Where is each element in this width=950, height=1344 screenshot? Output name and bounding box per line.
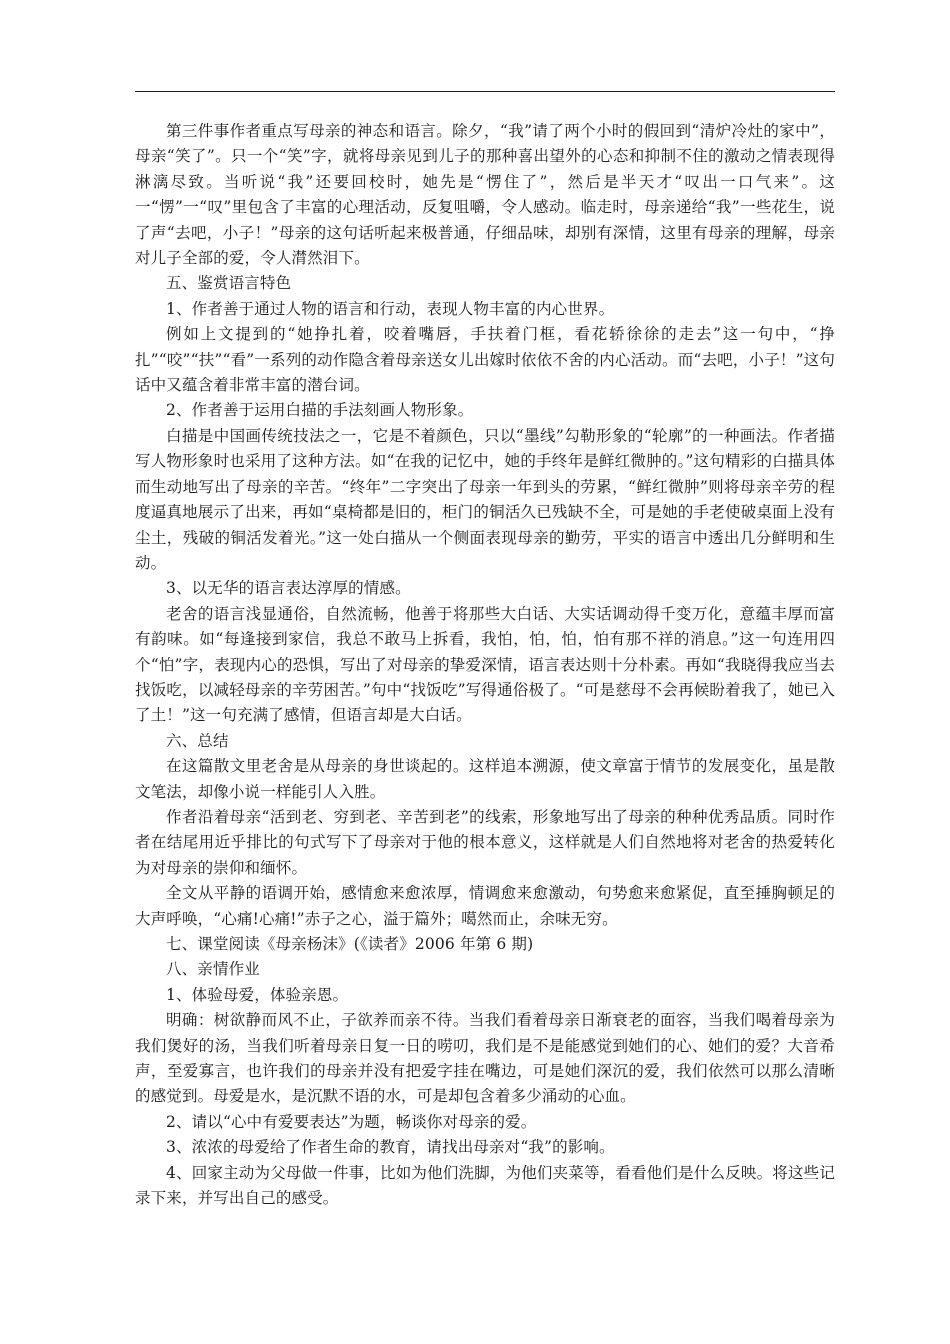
point-3-heading: 3、以无华的语言表达淳厚的情感。 — [166, 579, 411, 598]
homework-item-1: 1、体验母爱，体验亲恩。 — [166, 985, 349, 1004]
paragraph-summary-3: 全文从平静的语调开始，感情愈来愈浓厚，情调愈来愈激动，句势愈来愈紧促，直至捶胸顿足的大声呼唤，“心痛!心痛!”赤子之心，溢于篇外；噶然而止，余味无穷。 — [135, 884, 835, 928]
homework-item-4: 4、回家主动为父母做一件事，比如为他们洗脚，为他们夹菜等，看看他们是什么反映。将这些记录下来，并写出自己的感受。 — [135, 1163, 835, 1208]
point-2-heading: 2、作者善于运用白描的手法刻画人物形象。 — [166, 401, 474, 420]
paragraph-clarification: 明确：树欲静而风不止，子欲养而亲不待。当我们看着母亲日渐衰老的面容，当我们喝着母亲为我们煲好的汤，当我们听着母亲日复一日的唠叨，我们是不是能感觉到她们的心、她们的爱？大音希声，至爱寡言，也许我们的母亲并没有把爱字挂在嘴边，可是她们深沉的爱，我们依然可以那么清晰的感觉到。母爱是水，是沉默不语的水，可是却包含着多少涌动的心血。 — [135, 1011, 835, 1106]
section-heading-homework: 八、亲情作业 — [166, 960, 260, 979]
paragraph-summary-2: 作者沿着母亲“活到老、穷到老、辛苦到老”的线索，形象地写出了母亲的种种优秀品质。同时作者在结尾用近乎排比的句式写下了母亲对于他的根本意义，这样就是人们自然地将对老舍的热爱转化为对母亲的崇仰和缅怀。 — [135, 807, 835, 877]
section-heading-language-features: 五、鉴赏语言特色 — [166, 274, 292, 293]
paragraph-plain-language: 老舍的语言浅显通俗，自然流畅，他善于将那些大白话、大实话调动得千变万化，意蕴丰厚而富有韵味。如“每逢接到家信，我总不敢马上拆看，我怕，怕，怕，怕有那不祥的消息。”这一句连用四个“怕”字，表现内心的恐惧，写出了对母亲的挚爱深情，语言表达则十分朴素。再如“我晓得我应当去找饭吃，以减轻母亲的辛劳困苦。”句中“找饭吃”写得通俗极了。“可是慈母不会再候盼着我了，她已入了土！”这一句充满了感情，但语言却是大白话。 — [135, 604, 835, 725]
section-heading-class-reading: 七、课堂阅读《母亲杨沫》(《读者》2006 年第 6 期) — [166, 935, 534, 953]
document-body — [135, 119, 835, 1211]
paragraph-baimiao: 白描是中国画传统技法之一，它是不着颜色，只以“墨线”勾勒形象的“轮廓”的一种画法。作者描写人物形象时也采用了这种方法。如“在我的记忆中，她的手终年是鲜红微肿的。”这句精彩的白描具体而生动地写出了母亲的辛苦。“终年”二字突出了母亲一年到头的劳累，“鲜红微肿”则将母亲辛劳的程度逼真地展示了出来，再如“桌椅都是旧的，柜门的铜活久已残缺不全，可是她的手老使破桌面上没有尘土，残破的铜活发着光。”这一处白描从一个侧面表现母亲的勤劳，平实的语言中透出几分鲜明和生动。 — [135, 426, 835, 572]
section-heading-summary: 六、总结 — [166, 731, 229, 750]
paragraph-third-event: 第三件事作者重点写母亲的神态和语言。除夕，“我”请了两个小时的假回到“清炉冷灶的家中”，母亲“笑了”。只一个“笑”字，就将母亲见到儿子的那种喜出望外的心态和抑制不住的激动之情表现得淋漓尽致。当听说“我”还要回校时，她先是“愣住了”，然后是半天才“叹出一口气来”。这一“愣”一“叹”里包含了丰富的心理活动，反复咀嚼，令人感动。临走时，母亲递给“我”一些花生，说了声“去吧，小子！”母亲的这句话听起来极普通，仔细品味，却别有深情，这里有母亲的理解，母亲对儿子全部的爱，令人潸然泪下。 — [135, 122, 835, 268]
homework-item-2: 2、请以“心中有爱要表达”为题，畅谈你对母亲的爱。 — [166, 1112, 537, 1131]
point-1-heading: 1、作者善于通过人物的语言和行动，表现人物丰富的内心世界。 — [166, 299, 615, 318]
homework-item-3: 3、浓浓的母爱给了作者生命的教育，请找出母亲对“我”的影响。 — [166, 1138, 615, 1157]
paragraph-summary-1: 在这篇散文里老舍是从母亲的身世谈起的。这样追本溯源，使文章富于情节的发展变化，虽是散文笔法，却像小说一样能引人入胜。 — [135, 757, 835, 801]
paragraph-example-actions: 例如上文提到的“她挣扎着，咬着嘴唇，手扶着门框，看花轿徐徐的走去”这一句中，“挣扎”“咬”“扶”“看”一系列的动作隐含着母亲送女儿出嫁时依依不舍的内心活动。而“去吧，小子！”这句话中又蕴含着非常丰富的潜台词。 — [135, 325, 835, 395]
header-rule — [135, 91, 835, 92]
